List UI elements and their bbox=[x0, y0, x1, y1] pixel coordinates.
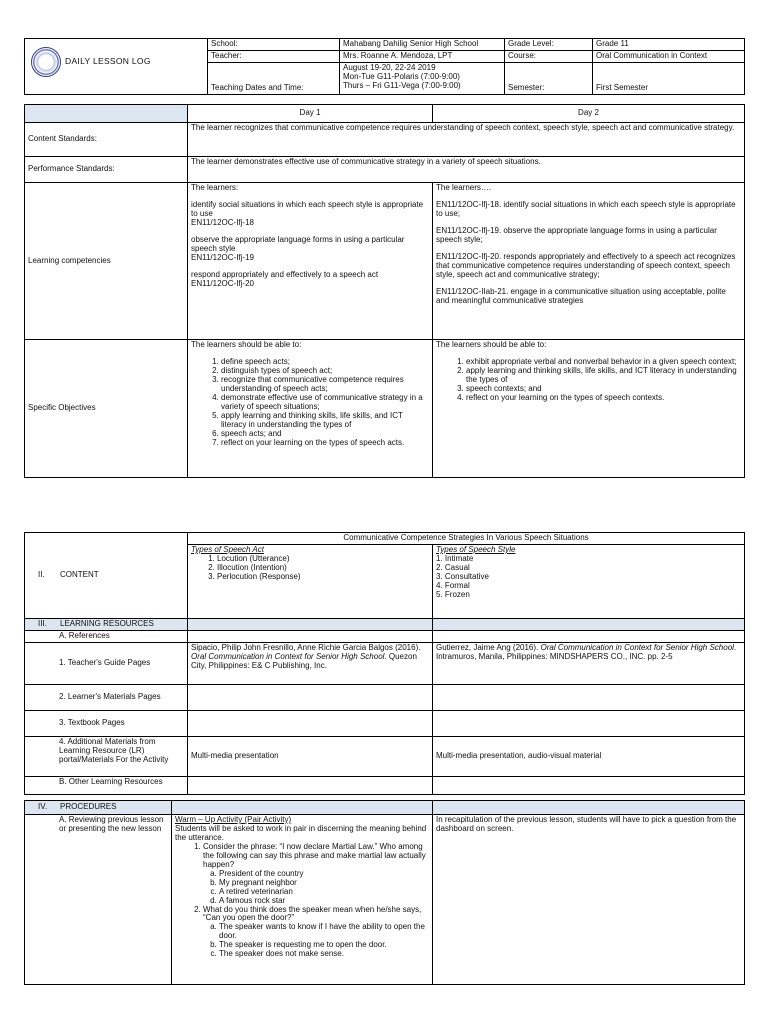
comp-d1-intro: The learners: bbox=[191, 183, 239, 192]
learners-materials-label: 2. Learner's Materials Pages bbox=[25, 684, 188, 710]
resources-num: III. bbox=[38, 618, 47, 628]
comp-d1-code2: EN11/12OC-Ifj-19 bbox=[191, 252, 254, 262]
list-item: 1. Locution (Utterance) bbox=[217, 555, 429, 564]
list-item: c. The speaker does not make sense. bbox=[219, 950, 429, 959]
grade-label: Grade Level: bbox=[505, 39, 593, 51]
textbook-pages-d2 bbox=[433, 710, 745, 736]
content-num: II. bbox=[38, 570, 45, 579]
day2-header: Day 2 bbox=[433, 105, 745, 123]
comp-d1-code3: EN11/12OC-Ifj-20 bbox=[191, 278, 254, 288]
dates-label: Teaching Dates and Time: bbox=[208, 63, 340, 95]
list-item: 2. Casual bbox=[436, 562, 470, 572]
warmup-intro: Students will be asked to work in pair in discerning the meaning behind the utterance. bbox=[175, 823, 427, 842]
semester-label: Semester: bbox=[505, 63, 593, 95]
list-item: b. My pregnant neighbor bbox=[219, 879, 429, 888]
content-table bbox=[24, 532, 745, 795]
list-item: 1. exhibit appropriate verbal and nonverbal behavior in a given speech context; bbox=[466, 358, 741, 367]
corner-cell bbox=[25, 105, 188, 123]
speech-styles-cell bbox=[433, 544, 745, 618]
content-label: CONTENT bbox=[60, 570, 99, 579]
tg-d1-b: Oral Communication in Context for Senior High School bbox=[191, 651, 385, 661]
list-item bbox=[203, 906, 429, 960]
textbook-pages-d1 bbox=[188, 710, 433, 736]
grade-value: Grade 11 bbox=[593, 39, 745, 51]
list-item: 3. Consultative bbox=[436, 571, 489, 581]
spec-d1-intro: The learners should be able to: bbox=[191, 340, 302, 349]
references-d2 bbox=[433, 630, 745, 642]
day1-header: Day 1 bbox=[188, 105, 433, 123]
comp-d1-code1: EN11/12OC-Ifj-18 bbox=[191, 217, 254, 227]
list-item: 7. reflect on your learning on the types of speech acts. bbox=[221, 439, 429, 448]
procedures-table bbox=[24, 800, 745, 985]
question-2-options bbox=[203, 923, 429, 959]
spec-d1-list bbox=[191, 358, 429, 448]
comp-d2-p2: EN11/12OC-Ifj-19. observe the appropriate language forms in using a particular speech style; bbox=[436, 225, 717, 244]
tg-d2-c: . Intramuros, Manila, Philippines: MINDSHAPERS CO., INC. pp. 2-5 bbox=[436, 642, 737, 661]
teacher-value: Mrs. Roanne A. Mendoza, LPT bbox=[340, 51, 505, 63]
recap-day2-cell: In recapitulation of the previous lesson, students will have to pick a question from the dashboard on screen. bbox=[433, 815, 745, 985]
speech-styles-title: Types of Speech Style bbox=[436, 544, 516, 554]
comp-d2-p1: EN11/12OC-Ifj-18. identify social situations in which each speech style is appropriate to use; bbox=[436, 199, 736, 218]
content-standards-label: Content Standards: bbox=[25, 123, 188, 157]
question-2: What do you think does the speaker mean when he/she says, “Can you open the door?” bbox=[203, 904, 422, 923]
list-item: 1. define speech acts; bbox=[221, 358, 429, 367]
performance-standards-text: The learner demonstrates effective use of communicative strategy in a variety of speech situations. bbox=[188, 157, 745, 183]
tg-d2-b: Oral Communication in Context for Senior High School bbox=[540, 642, 734, 652]
additional-materials-d2: Multi-media presentation, audio-visual material bbox=[433, 736, 745, 776]
warmup-title: Warm – Up Activity (Pair Activity) bbox=[175, 815, 292, 824]
list-item: 2. distinguish types of speech act; bbox=[221, 367, 429, 376]
other-resources-d2 bbox=[433, 776, 745, 794]
resources-blank-d2 bbox=[433, 618, 745, 630]
specific-objectives-label: Specific Objectives bbox=[25, 340, 188, 478]
reviewing-label: A. Reviewing previous lesson or presenting the new lesson bbox=[25, 815, 172, 985]
dates-value bbox=[340, 63, 505, 95]
list-item: 4. reflect on your learning on the types of speech contexts. bbox=[466, 394, 741, 403]
semester-value: First Semester bbox=[593, 63, 745, 95]
list-item: 4. demonstrate effective use of communicative strategy in a variety of speech situations; bbox=[221, 394, 429, 412]
dates-line-3: Thurs – Fri G11-Vega (7:00-9:00) bbox=[343, 81, 461, 91]
comp-d2-p3: EN11/12OC-Ifj-20. responds appropriately and effectively to a speech act recognizes that communicative competence requires understanding of speech context, speech style, speech act and communicative strategy; bbox=[436, 251, 736, 279]
list-item: 3. Perlocution (Response) bbox=[217, 573, 429, 582]
content-label-cell bbox=[25, 533, 188, 619]
procedures-label-cell bbox=[25, 801, 172, 815]
procedures-blank-d1 bbox=[172, 801, 433, 815]
course-label: Course: bbox=[505, 51, 593, 63]
log-title: DAILY LESSON LOG bbox=[65, 56, 151, 66]
list-item: 4. Formal bbox=[436, 580, 470, 590]
speech-acts-cell bbox=[188, 544, 433, 618]
tg-d1-a: Sipacio, Philip John Fresnillo, Anne Richie Garcia Balgos (2016). bbox=[191, 642, 421, 652]
comp-d1-p3: respond appropriately and effectively to a speech act bbox=[191, 269, 379, 279]
learners-materials-d1 bbox=[188, 684, 433, 710]
procedures-blank-d2 bbox=[433, 801, 745, 815]
list-item: 5. apply learning and thinking skills, life skills, and ICT literacy in understanding the types of bbox=[221, 412, 429, 430]
teacher-label: Teacher: bbox=[208, 51, 340, 63]
school-value: Mahabang Dahilig Senior High School bbox=[340, 39, 505, 51]
comp-d1-p2: observe the appropriate language forms in using a particular speech style bbox=[191, 234, 405, 253]
references-label: A. References bbox=[25, 630, 188, 642]
other-resources-d1 bbox=[188, 776, 433, 794]
tg-d2-a: Gutierrez, Jaime Ang (2016). bbox=[436, 642, 541, 652]
header-table bbox=[24, 38, 745, 95]
references-d1 bbox=[188, 630, 433, 642]
specific-day1 bbox=[188, 340, 433, 478]
procedures-label: PROCEDURES bbox=[60, 802, 117, 812]
list-item: d. A famous rock star bbox=[219, 897, 429, 906]
textbook-pages-label: 3. Textbook Pages bbox=[25, 710, 188, 736]
tg-d1-c: . Quezon City, Philippines: E& C Publishing, Inc. bbox=[191, 651, 417, 670]
learners-materials-d2 bbox=[433, 684, 745, 710]
additional-materials-label: 4. Additional Materials from Learning Resource (LR) portal/Materials For the Activity bbox=[25, 736, 188, 776]
content-standards-text: The learner recognizes that communicative competence requires understanding of speech context, speech style, speech act and communicative strategy. bbox=[188, 123, 745, 157]
list-item: 5. Frozen bbox=[436, 589, 470, 599]
performance-standards-label: Performance Standards: bbox=[25, 157, 188, 183]
speech-acts-title: Types of Speech Act bbox=[191, 544, 264, 554]
competencies-day2 bbox=[433, 183, 745, 340]
objectives-table bbox=[24, 104, 745, 478]
list-item: 1. Intimate bbox=[436, 553, 474, 563]
content-heading: Communicative Competence Strategies In Various Speech Situations bbox=[188, 533, 745, 545]
list-item: 2. Illocution (Intention) bbox=[217, 564, 429, 573]
list-item: a. President of the country bbox=[219, 870, 429, 879]
comp-d2-p4: EN11/12OC-IIab-21. engage in a communicative situation using acceptable, polite and meaningful communicative strategies bbox=[436, 286, 726, 305]
resources-blank-d1 bbox=[188, 618, 433, 630]
competencies-label: Learning competencies bbox=[25, 183, 188, 340]
spec-d2-intro: The learners should be able to: bbox=[436, 340, 547, 349]
list-item: 3. speech contexts; and bbox=[466, 385, 741, 394]
warmup-questions bbox=[175, 843, 429, 959]
speech-acts-list bbox=[191, 555, 429, 582]
list-item: c. A retired veterinarian bbox=[219, 888, 429, 897]
deped-seal-icon bbox=[31, 47, 61, 77]
procedures-num: IV. bbox=[38, 802, 48, 812]
question-1: Consider the phrase: “I now declare Martial Law.” Who among the following can say this phrase and make martial law actually happen? bbox=[203, 841, 426, 869]
resources-label: LEARNING RESOURCES bbox=[60, 618, 154, 628]
logo-cell bbox=[25, 39, 208, 95]
warmup-activity-cell bbox=[172, 815, 433, 985]
teachers-guide-d2 bbox=[433, 642, 745, 684]
resources-label-cell bbox=[25, 618, 188, 630]
teachers-guide-label: 1. Teacher's Guide Pages bbox=[25, 642, 188, 684]
list-item: 2. apply learning and thinking skills, life skills, and ICT literacy in understanding the types of bbox=[466, 367, 741, 385]
list-item: a. The speaker wants to know if I have the ability to open the door. bbox=[219, 923, 429, 941]
spec-d2-list bbox=[436, 358, 741, 403]
other-resources-label: B. Other Learning Resources bbox=[25, 776, 188, 794]
comp-d2-intro: The learners…. bbox=[436, 183, 492, 192]
specific-day2 bbox=[433, 340, 745, 478]
school-label: School: bbox=[208, 39, 340, 51]
course-value: Oral Communication in Context bbox=[593, 51, 745, 63]
list-item: 3. recognize that communicative competence requires understanding of speech acts; bbox=[221, 376, 429, 394]
dates-line-2: Mon-Tue G11-Polaris (7:00-9:00) bbox=[343, 72, 460, 82]
list-item: 6. speech acts; and bbox=[221, 430, 429, 439]
competencies-day1 bbox=[188, 183, 433, 340]
list-item bbox=[203, 843, 429, 906]
comp-d1-p1: identify social situations in which each speech style is appropriate to use bbox=[191, 199, 424, 218]
additional-materials-d1: Multi-media presentation bbox=[188, 736, 433, 776]
teachers-guide-d1 bbox=[188, 642, 433, 684]
question-1-options bbox=[203, 870, 429, 906]
dates-line-1: August 19-20, 22-24 2019 bbox=[343, 63, 436, 73]
list-item: b. The speaker is requesting me to open the door. bbox=[219, 941, 429, 950]
